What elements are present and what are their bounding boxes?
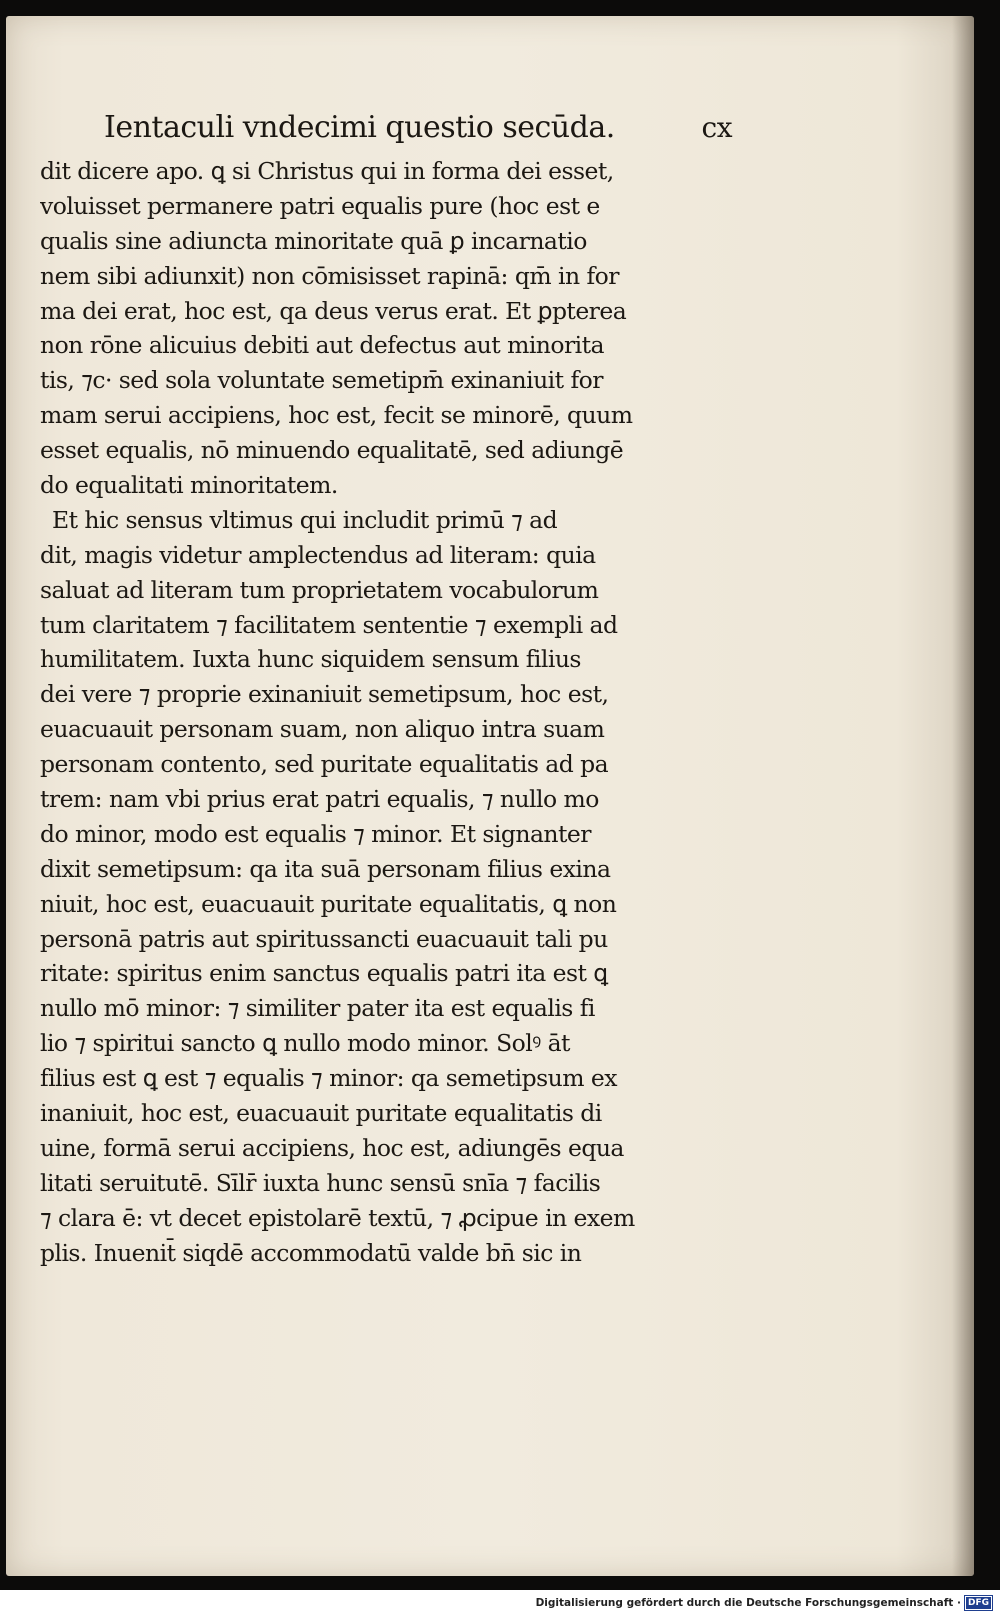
text-line: Et hic sensus vltimus qui includit primū ⁊ ad — [52, 505, 558, 534]
text-line: do minor, modo est equalis ⁊ minor. Et signanter — [40, 819, 591, 848]
running-head-title: Ientaculi vndecimi questio secūda. — [104, 110, 615, 145]
text-block — [40, 102, 740, 1271]
text-line: saluat ad literam tum proprietatem vocabulorum — [40, 575, 599, 604]
text-line: trem: nam vbi prius erat patri equalis, ⁊ nullo mo — [40, 785, 599, 814]
text-line: filius est ꝗ est ⁊ equalis ⁊ minor: qa semetipsum ex — [40, 1064, 617, 1093]
text-line: ma dei erat, hoc est, qa deus verus erat. Et ꝑpterea — [40, 296, 627, 325]
text-line: dit, magis videtur amplectendus ad literam: quia — [40, 540, 596, 569]
text-line: ⁊ clara ē: vt decet epistolarē textū, ⁊ ꝓcipue in exem — [40, 1203, 635, 1232]
text-line: dit dicere apo. ꝗ si Christus qui in forma dei esset, — [40, 157, 614, 185]
text-line: ritate: spiritus enim sanctus equalis patri ita est ꝗ — [40, 959, 608, 988]
text-line: do equalitati minoritatem. — [40, 471, 338, 500]
book-page — [6, 16, 974, 1576]
credit-text: Digitalisierung gefördert durch die Deutsche Forschungsgemeinschaft · — [535, 1597, 961, 1609]
text-line: uine, formā serui accipiens, hoc est, adiungēs equa — [40, 1133, 624, 1162]
text-line: personā patris aut spiritussancti euacuauit tali pu — [40, 924, 608, 953]
text-line: tum claritatem ⁊ facilitatem sententie ⁊ exempli ad — [40, 610, 618, 639]
text-line: humilitatem. Iuxta hunc siquidem sensum filius — [40, 645, 581, 674]
text-line: lio ⁊ spiritui sancto ꝗ nullo modo minor. Solꝰ āt — [40, 1029, 570, 1058]
text-line: voluisset permanere patri equalis pure (hoc est e — [40, 191, 600, 220]
text-line: inaniuit, hoc est, euacuauit puritate equalitatis di — [40, 1099, 602, 1128]
dfg-logo: DFG — [965, 1596, 992, 1610]
text-line: litati seruitutē. Sīlr̄ iuxta hunc sensū snīa ⁊ facilis — [40, 1168, 601, 1197]
page-edge-shadow — [952, 16, 974, 1576]
folio-number: cx — [701, 111, 732, 144]
text-line: qualis sine adiuncta minoritate quā ꝑ incarnatio — [40, 226, 587, 255]
text-line: plis. Inuenit̄ siqdē accommodatū valde bn̄ sic in — [40, 1238, 582, 1267]
digitization-credit — [536, 1596, 992, 1610]
body-text — [40, 154, 740, 1271]
text-line: euacuauit personam suam, non aliquo intra suam — [40, 715, 605, 744]
text-line: personam contento, sed puritate equalitatis ad pa — [40, 750, 609, 779]
text-line: tis, ⁊c· sed sola voluntate semetipm̄ exinaniuit for — [40, 366, 603, 395]
text-line: esset equalis, nō minuendo equalitatē, sed adiungē — [40, 436, 624, 465]
running-head — [40, 102, 740, 154]
text-line: dei vere ⁊ proprie exinaniuit semetipsum, hoc est, — [40, 680, 609, 709]
text-line: dixit semetipsum: qa ita suā personam filius exina — [40, 854, 611, 883]
text-line: nullo mō minor: ⁊ similiter pater ita est equalis fi — [40, 994, 595, 1023]
text-line: niuit, hoc est, euacuauit puritate equalitatis, ꝗ non — [40, 889, 617, 918]
text-line: non rōne alicuius debiti aut defectus aut minorita — [40, 331, 604, 360]
text-line: nem sibi adiunxit) non cōmisisset rapinā: qm̄ in for — [40, 261, 619, 290]
text-line: mam serui accipiens, hoc est, fecit se minorē, quum — [40, 401, 633, 430]
